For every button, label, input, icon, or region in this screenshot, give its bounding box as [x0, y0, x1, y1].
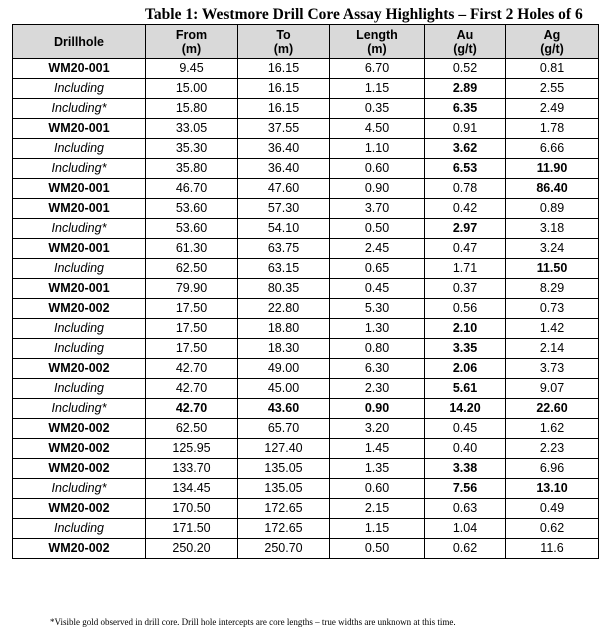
cell-ag: 8.29	[506, 279, 599, 299]
cell-to: 16.15	[238, 59, 330, 79]
table-row	[13, 79, 599, 99]
cell-from: 9.45	[146, 59, 238, 79]
cell-to: 36.40	[238, 139, 330, 159]
cell-to: 135.05	[238, 459, 330, 479]
cell-to: 135.05	[238, 479, 330, 499]
header-drillhole: Drillhole	[13, 25, 146, 59]
cell-from: 171.50	[146, 519, 238, 539]
cell-hole: Including*	[13, 399, 146, 419]
cell-length: 1.15	[330, 519, 425, 539]
cell-au: 7.56	[425, 479, 506, 499]
table-body	[13, 59, 599, 559]
cell-to: 37.55	[238, 119, 330, 139]
cell-to: 18.80	[238, 319, 330, 339]
cell-from: 42.70	[146, 359, 238, 379]
cell-length: 0.60	[330, 159, 425, 179]
table-row	[13, 239, 599, 259]
cell-from: 42.70	[146, 379, 238, 399]
cell-to: 57.30	[238, 199, 330, 219]
cell-ag: 2.49	[506, 99, 599, 119]
cell-ag: 0.73	[506, 299, 599, 319]
cell-length: 5.30	[330, 299, 425, 319]
cell-au: 0.40	[425, 439, 506, 459]
cell-hole: WM20-002	[13, 359, 146, 379]
cell-hole: WM20-002	[13, 539, 146, 559]
cell-from: 17.50	[146, 319, 238, 339]
cell-ag: 6.96	[506, 459, 599, 479]
cell-from: 62.50	[146, 259, 238, 279]
header-length: Length (m)	[330, 25, 425, 59]
cell-ag: 2.55	[506, 79, 599, 99]
table-row	[13, 259, 599, 279]
cell-length: 0.80	[330, 339, 425, 359]
table-row	[13, 139, 599, 159]
cell-au: 3.62	[425, 139, 506, 159]
table-row	[13, 419, 599, 439]
cell-to: 18.30	[238, 339, 330, 359]
cell-length: 0.50	[330, 539, 425, 559]
cell-hole: Including	[13, 259, 146, 279]
cell-length: 0.90	[330, 179, 425, 199]
table-row	[13, 119, 599, 139]
header-row	[13, 25, 599, 59]
cell-hole: WM20-002	[13, 299, 146, 319]
cell-from: 125.95	[146, 439, 238, 459]
cell-hole: WM20-001	[13, 119, 146, 139]
header-ag: Ag (g/t)	[506, 25, 599, 59]
cell-from: 17.50	[146, 299, 238, 319]
cell-au: 14.20	[425, 399, 506, 419]
cell-length: 0.45	[330, 279, 425, 299]
cell-au: 2.89	[425, 79, 506, 99]
cell-length: 0.50	[330, 219, 425, 239]
cell-ag: 1.42	[506, 319, 599, 339]
cell-hole: Including*	[13, 159, 146, 179]
cell-hole: Including	[13, 79, 146, 99]
cell-au: 3.35	[425, 339, 506, 359]
assay-table	[12, 24, 599, 559]
cell-au: 6.35	[425, 99, 506, 119]
cell-length: 1.30	[330, 319, 425, 339]
cell-from: 134.45	[146, 479, 238, 499]
cell-hole: Including	[13, 319, 146, 339]
cell-ag: 3.18	[506, 219, 599, 239]
cell-to: 16.15	[238, 99, 330, 119]
cell-ag: 11.90	[506, 159, 599, 179]
cell-to: 49.00	[238, 359, 330, 379]
cell-length: 1.10	[330, 139, 425, 159]
cell-to: 63.75	[238, 239, 330, 259]
table-row	[13, 99, 599, 119]
cell-hole: WM20-002	[13, 439, 146, 459]
cell-from: 46.70	[146, 179, 238, 199]
cell-ag: 0.89	[506, 199, 599, 219]
cell-au: 0.52	[425, 59, 506, 79]
cell-au: 0.91	[425, 119, 506, 139]
cell-from: 250.20	[146, 539, 238, 559]
cell-from: 15.00	[146, 79, 238, 99]
cell-length: 2.15	[330, 499, 425, 519]
cell-length: 2.30	[330, 379, 425, 399]
table-row	[13, 519, 599, 539]
cell-au: 6.53	[425, 159, 506, 179]
cell-hole: WM20-001	[13, 59, 146, 79]
cell-ag: 6.66	[506, 139, 599, 159]
cell-from: 53.60	[146, 199, 238, 219]
cell-from: 170.50	[146, 499, 238, 519]
cell-au: 2.06	[425, 359, 506, 379]
cell-ag: 9.07	[506, 379, 599, 399]
table-row	[13, 459, 599, 479]
cell-to: 45.00	[238, 379, 330, 399]
cell-ag: 3.24	[506, 239, 599, 259]
header-au: Au (g/t)	[425, 25, 506, 59]
cell-ag: 0.49	[506, 499, 599, 519]
cell-length: 2.45	[330, 239, 425, 259]
cell-hole: Including	[13, 379, 146, 399]
cell-to: 43.60	[238, 399, 330, 419]
cell-from: 62.50	[146, 419, 238, 439]
table-row	[13, 339, 599, 359]
cell-to: 63.15	[238, 259, 330, 279]
cell-ag: 2.23	[506, 439, 599, 459]
cell-from: 53.60	[146, 219, 238, 239]
cell-ag: 86.40	[506, 179, 599, 199]
cell-hole: Including*	[13, 479, 146, 499]
table-row	[13, 319, 599, 339]
cell-hole: Including	[13, 339, 146, 359]
table-row	[13, 499, 599, 519]
cell-hole: WM20-001	[13, 279, 146, 299]
cell-to: 47.60	[238, 179, 330, 199]
cell-ag: 0.81	[506, 59, 599, 79]
cell-ag: 22.60	[506, 399, 599, 419]
table-row	[13, 379, 599, 399]
cell-to: 65.70	[238, 419, 330, 439]
cell-to: 36.40	[238, 159, 330, 179]
cell-length: 3.20	[330, 419, 425, 439]
cell-length: 6.30	[330, 359, 425, 379]
cell-hole: Including	[13, 139, 146, 159]
table-row	[13, 539, 599, 559]
cell-length: 1.45	[330, 439, 425, 459]
cell-hole: WM20-001	[13, 239, 146, 259]
header-to: To (m)	[238, 25, 330, 59]
cell-au: 1.04	[425, 519, 506, 539]
cell-from: 33.05	[146, 119, 238, 139]
cell-length: 4.50	[330, 119, 425, 139]
table-title: Table 1: Westmore Drill Core Assay Highlights – First 2 Holes of 6	[145, 6, 583, 23]
cell-au: 2.97	[425, 219, 506, 239]
cell-au: 0.37	[425, 279, 506, 299]
cell-hole: Including*	[13, 219, 146, 239]
table-row	[13, 399, 599, 419]
cell-from: 17.50	[146, 339, 238, 359]
table-header	[13, 25, 599, 59]
header-from: From (m)	[146, 25, 238, 59]
cell-au: 0.78	[425, 179, 506, 199]
cell-hole: WM20-002	[13, 419, 146, 439]
cell-au: 0.45	[425, 419, 506, 439]
cell-from: 133.70	[146, 459, 238, 479]
cell-length: 0.65	[330, 259, 425, 279]
cell-length: 3.70	[330, 199, 425, 219]
cell-ag: 1.62	[506, 419, 599, 439]
cell-to: 127.40	[238, 439, 330, 459]
cell-from: 61.30	[146, 239, 238, 259]
cell-ag: 11.50	[506, 259, 599, 279]
cell-to: 16.15	[238, 79, 330, 99]
cell-length: 1.35	[330, 459, 425, 479]
cell-length: 6.70	[330, 59, 425, 79]
cell-from: 42.70	[146, 399, 238, 419]
cell-from: 35.30	[146, 139, 238, 159]
cell-ag: 0.62	[506, 519, 599, 539]
cell-ag: 3.73	[506, 359, 599, 379]
cell-hole: WM20-001	[13, 199, 146, 219]
cell-au: 5.61	[425, 379, 506, 399]
table-row	[13, 279, 599, 299]
cell-hole: Including	[13, 519, 146, 539]
cell-au: 0.63	[425, 499, 506, 519]
table-row	[13, 219, 599, 239]
cell-to: 80.35	[238, 279, 330, 299]
cell-ag: 2.14	[506, 339, 599, 359]
cell-au: 0.47	[425, 239, 506, 259]
table-row	[13, 359, 599, 379]
cell-hole: WM20-002	[13, 499, 146, 519]
cell-au: 0.56	[425, 299, 506, 319]
cell-au: 0.42	[425, 199, 506, 219]
cell-au: 0.62	[425, 539, 506, 559]
cell-to: 172.65	[238, 499, 330, 519]
table-row	[13, 299, 599, 319]
cell-to: 172.65	[238, 519, 330, 539]
cell-to: 22.80	[238, 299, 330, 319]
cell-length: 1.15	[330, 79, 425, 99]
cell-to: 54.10	[238, 219, 330, 239]
cell-au: 3.38	[425, 459, 506, 479]
table-row	[13, 479, 599, 499]
cell-length: 0.90	[330, 399, 425, 419]
cell-hole: WM20-002	[13, 459, 146, 479]
cell-length: 0.35	[330, 99, 425, 119]
table-row	[13, 59, 599, 79]
cell-hole: WM20-001	[13, 179, 146, 199]
table-row	[13, 199, 599, 219]
cell-from: 35.80	[146, 159, 238, 179]
cell-ag: 11.6	[506, 539, 599, 559]
cell-length: 0.60	[330, 479, 425, 499]
cell-from: 15.80	[146, 99, 238, 119]
cell-from: 79.90	[146, 279, 238, 299]
table-row	[13, 439, 599, 459]
cell-ag: 13.10	[506, 479, 599, 499]
cell-hole: Including*	[13, 99, 146, 119]
table-row	[13, 159, 599, 179]
cell-au: 1.71	[425, 259, 506, 279]
footnote: *Visible gold observed in drill core. Drill hole intercepts are core lengths – true widths are unknown at this time.	[50, 617, 456, 627]
cell-ag: 1.78	[506, 119, 599, 139]
table-row	[13, 179, 599, 199]
cell-to: 250.70	[238, 539, 330, 559]
cell-au: 2.10	[425, 319, 506, 339]
